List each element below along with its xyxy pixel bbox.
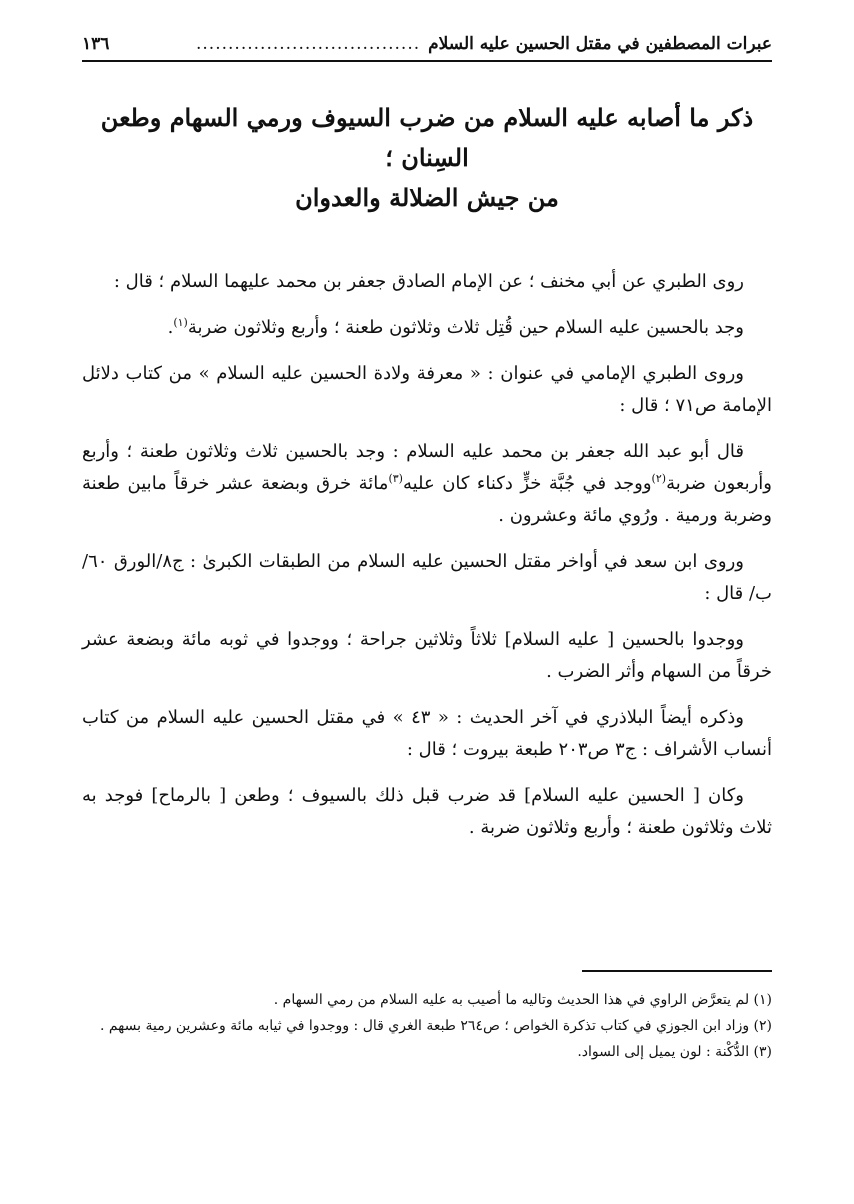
running-title: عبرات المصطفين في مقتل الحسين عليه السلام [428, 34, 772, 54]
chapter-title-line-2: من جيش الضلالة والعدوان [295, 183, 559, 212]
footnote-divider [582, 970, 772, 972]
footnotes [82, 988, 772, 1066]
running-title-group [196, 34, 772, 54]
chapter-title [82, 98, 772, 218]
paragraph-4-part-1: قال أبو عبد الله جعفر بن محمد عليه السلام : وجد بالحسين ثلاث وثلاثون طعنة ؛ وأربع وأربعون ضربة [82, 441, 772, 494]
footnote-3: (٣) الدُّكْنة : لون يميل إلى السواد. [577, 1044, 772, 1060]
paragraph-5: وروى ابن سعد في أواخر مقتل الحسين عليه السلام من الطبقات الكبرىٰ : ج٨/الورق ٦٠/ب/ قال : [82, 551, 772, 604]
chapter-title-line-1: ذكر ما أصابه عليه السلام من ضرب السيوف ورمي السهام وطعن السِنان ؛ [100, 103, 754, 172]
paragraph-2-end: . [167, 317, 174, 338]
paragraph-3: وروى الطبري الإمامي في عنوان : « معرفة ولادة الحسين عليه السلام » من كتاب دلائل الإمامة ص٧١ ؛ قال : [82, 363, 772, 416]
paragraph-7: وذكره أيضاً البلاذري في آخر الحديث : « ٤٣ » في مقتل الحسين عليه السلام من كتاب أنساب الأشراف : ج٣ ص٢٠٣ طبعة بيروت ؛ قال : [82, 707, 772, 760]
footnote-2: (٢) وزاد ابن الجوزي في كتاب تذكرة الخواص ؛ ص٢٦٤ طبعة الغري قال : ووجدوا في ثيابه مائة وعشرين رمية بسهم . [99, 1018, 772, 1034]
paragraph-1: روى الطبري عن أبي مخنف ؛ عن الإمام الصادق جعفر بن محمد عليهما السلام ؛ قال : [113, 271, 744, 292]
footnote-1: (١) لم يتعرَّض الراوي في هذا الحديث وتاليه ما أصيب به عليه السلام من رمي السهام . [273, 992, 772, 1008]
body-text [82, 266, 772, 858]
page-number: ١٣٦ [82, 34, 110, 54]
paragraph-6: ووجدوا بالحسين [ عليه السلام] ثلاثاً وثلاثين جراحة ؛ ووجدوا في ثوبه مائة وبضعة عشر خرقاً من السهام وأثر الضرب . [82, 629, 772, 682]
leader-dots: ................................... [196, 34, 421, 54]
paragraph-4-part-2: ووجد في جُبَّة خزٍّ دكناء كان عليه [402, 473, 652, 494]
footnote-ref-2: (٢) [651, 472, 667, 485]
footnote-ref-1: (١) [173, 316, 188, 329]
paragraph-4 [82, 436, 772, 532]
paragraph-8: وكان [ الحسين عليه السلام] قد ضرب قبل ذلك بالسيوف ؛ وطعن [ بالرماح] فوجد به ثلاث وثلاثون طعنة ؛ وأربع وثلاثون ضربة . [82, 785, 772, 838]
paragraph-4-part-3: مائة خرق وبضعة عشر خرقاً مابين طعنة وضربة ورمية . ورُوي مائة وعشرون . [82, 473, 772, 526]
footnote-ref-3: (٣) [388, 472, 403, 485]
paragraph-2-text: وجد بالحسين عليه السلام حين قُتِل ثلاث وثلاثون طعنة ؛ وأربع وثلاثون ضربة [187, 317, 744, 338]
running-header [82, 26, 772, 62]
paragraph-2 [82, 312, 772, 344]
